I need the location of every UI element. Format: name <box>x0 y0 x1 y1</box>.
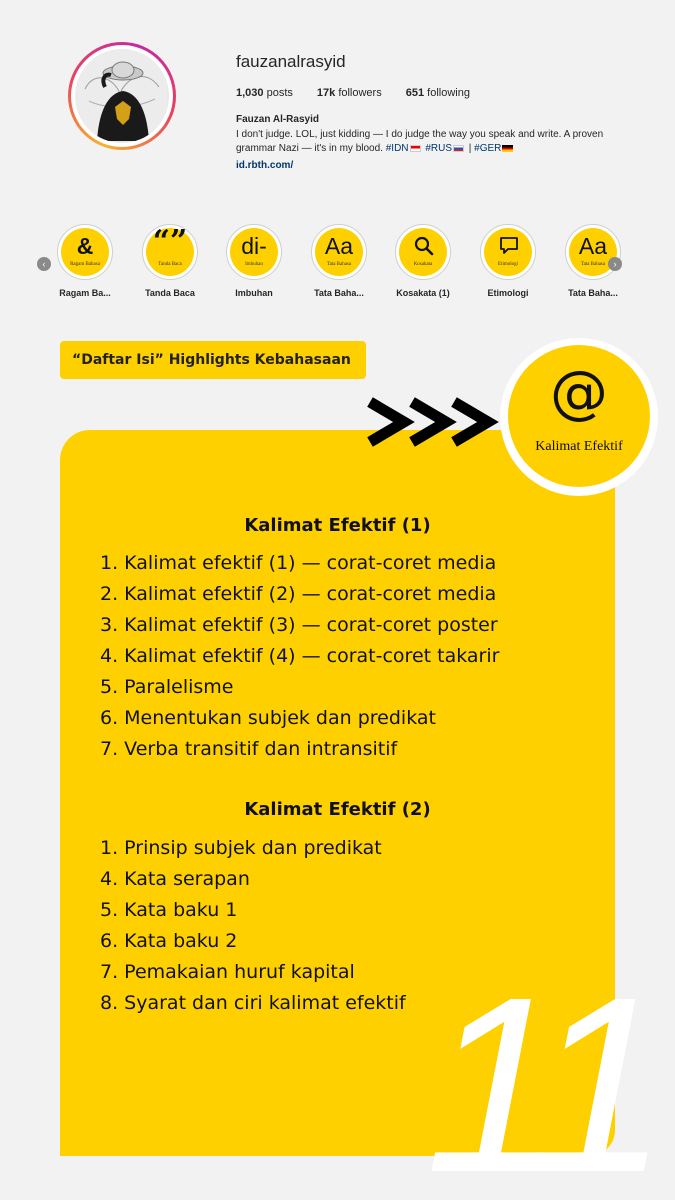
highlight-cover <box>146 224 194 276</box>
posts-count[interactable]: 1,030 posts <box>236 87 293 99</box>
letter-aa-icon: Aa <box>324 233 354 259</box>
highlight-ragam-bahasa[interactable] <box>55 224 115 298</box>
highlight-cover-caption: Tanda Baca <box>158 262 182 267</box>
profile-link[interactable]: id.rbth.com/ <box>236 160 294 171</box>
highlight-label: Tanda Baca <box>145 288 195 298</box>
highlight-cover-caption: Imbuhan <box>245 262 263 267</box>
highlight-ring <box>311 224 367 280</box>
russia-flag-icon <box>453 145 464 152</box>
highlight-label: Imbuhan <box>235 288 273 298</box>
kalimat-efektif-badge <box>508 345 650 487</box>
highlight-cover-caption: Etimologi <box>498 262 518 267</box>
list-item: 7. Pemakaian huruf kapital <box>100 961 355 983</box>
highlight-cover <box>230 228 278 276</box>
highlight-label: Tata Baha... <box>568 288 618 298</box>
post-title-banner: “Daftar Isi” Highlights Kebahasaan <box>60 341 366 379</box>
list-item: 6. Menentukan subjek dan predikat <box>100 707 436 729</box>
list-item: 4. Kata serapan <box>100 868 250 890</box>
highlight-cover-caption: Tata Bahasa <box>580 262 606 267</box>
following-count[interactable]: 651 following <box>405 87 470 99</box>
highlight-cover-caption: Tata Bahasa <box>326 262 352 267</box>
highlight-label: Ragam Ba... <box>59 288 111 298</box>
profile-avatar[interactable] <box>68 42 176 150</box>
letter-aa-icon: Aa <box>578 233 608 259</box>
hashtag-idn[interactable]: #IDN <box>385 143 409 154</box>
big-number: 11 <box>425 945 653 1200</box>
at-sign-icon: @ <box>550 358 608 426</box>
section-2-list <box>100 833 406 1019</box>
highlight-label: Tata Baha... <box>314 288 364 298</box>
bio-text: I don't judge. LOL, just kidding — I do judge the way you speak and write. A proven grammar Nazi — it's in my blood. <box>236 129 604 154</box>
highlights-next-button[interactable]: › <box>608 257 622 271</box>
highlights-prev-button[interactable]: ‹ <box>37 257 51 271</box>
speech-bubble-icon <box>498 235 520 257</box>
hashtag-rus[interactable]: #RUS <box>425 143 452 154</box>
list-item: 4. Kalimat efektif (4) — corat-coret takarir <box>100 645 500 667</box>
highlight-etimologi[interactable] <box>478 224 538 298</box>
tag-separator: | <box>468 143 472 154</box>
highlight-tata-bahasa[interactable] <box>309 224 369 298</box>
indonesia-flag-icon <box>410 145 421 152</box>
highlight-ring <box>226 224 282 280</box>
magnifier-icon <box>413 235 435 257</box>
highlight-cover <box>399 228 447 276</box>
section-title-2: Kalimat Efektif (2) <box>244 799 431 820</box>
badge-label: Kalimat Efektif <box>535 439 623 454</box>
list-item: 1. Kalimat efektif (1) — corat-coret media <box>100 552 497 574</box>
avatar-photo <box>75 49 169 143</box>
person-with-hat-image <box>75 49 167 141</box>
highlight-label: Kosakata (1) <box>396 288 450 298</box>
profile-username: fauzanalrasyid <box>236 52 346 71</box>
profile-full-name: Fauzan Al-Rasyid <box>236 114 319 125</box>
highlight-kosakata[interactable] <box>393 224 453 298</box>
section-title-1: Kalimat Efektif (1) <box>244 515 431 536</box>
highlight-ring <box>57 224 113 280</box>
highlight-label: Etimologi <box>487 288 529 298</box>
highlight-cover <box>484 228 532 276</box>
followers-count[interactable]: 17k followers <box>316 87 382 99</box>
highlight-ring <box>395 224 451 280</box>
highlight-ring <box>142 224 198 280</box>
list-item: 1. Prinsip subjek dan predikat <box>100 837 382 859</box>
highlight-imbuhan[interactable] <box>224 224 284 298</box>
list-item: 6. Kata baku 2 <box>100 930 238 952</box>
list-item: 5. Kata baku 1 <box>100 899 238 921</box>
list-item: 7. Verba transitif dan intransitif <box>100 738 398 760</box>
hashtag-ger[interactable]: #GER <box>474 143 502 154</box>
chevrons-arrow-icon <box>366 392 500 452</box>
highlight-tanda-baca[interactable] <box>140 224 200 298</box>
list-item: 3. Kalimat efektif (3) — corat-coret poster <box>100 614 498 636</box>
highlight-ring <box>480 224 536 280</box>
highlight-cover <box>61 228 109 276</box>
list-item: 8. Syarat dan ciri kalimat efektif <box>100 992 406 1014</box>
highlight-ring <box>565 224 621 280</box>
prefix-di-icon: di- <box>241 233 267 259</box>
section-1-list <box>100 548 499 765</box>
ampersand-icon: & <box>76 233 94 259</box>
avatar-inner <box>71 45 173 147</box>
list-item: 2. Kalimat efektif (2) — corat-coret media <box>100 583 497 605</box>
highlight-cover-caption: Ragam Bahasa <box>70 262 100 267</box>
highlight-cover-caption: Kosakata <box>413 262 433 267</box>
highlight-cover <box>315 228 363 276</box>
germany-flag-icon <box>502 145 513 152</box>
list-item: 5. Paralelisme <box>100 676 234 698</box>
profile-stats <box>236 87 470 99</box>
profile-bio <box>236 128 636 156</box>
quotation-marks-icon: “” <box>152 224 188 259</box>
